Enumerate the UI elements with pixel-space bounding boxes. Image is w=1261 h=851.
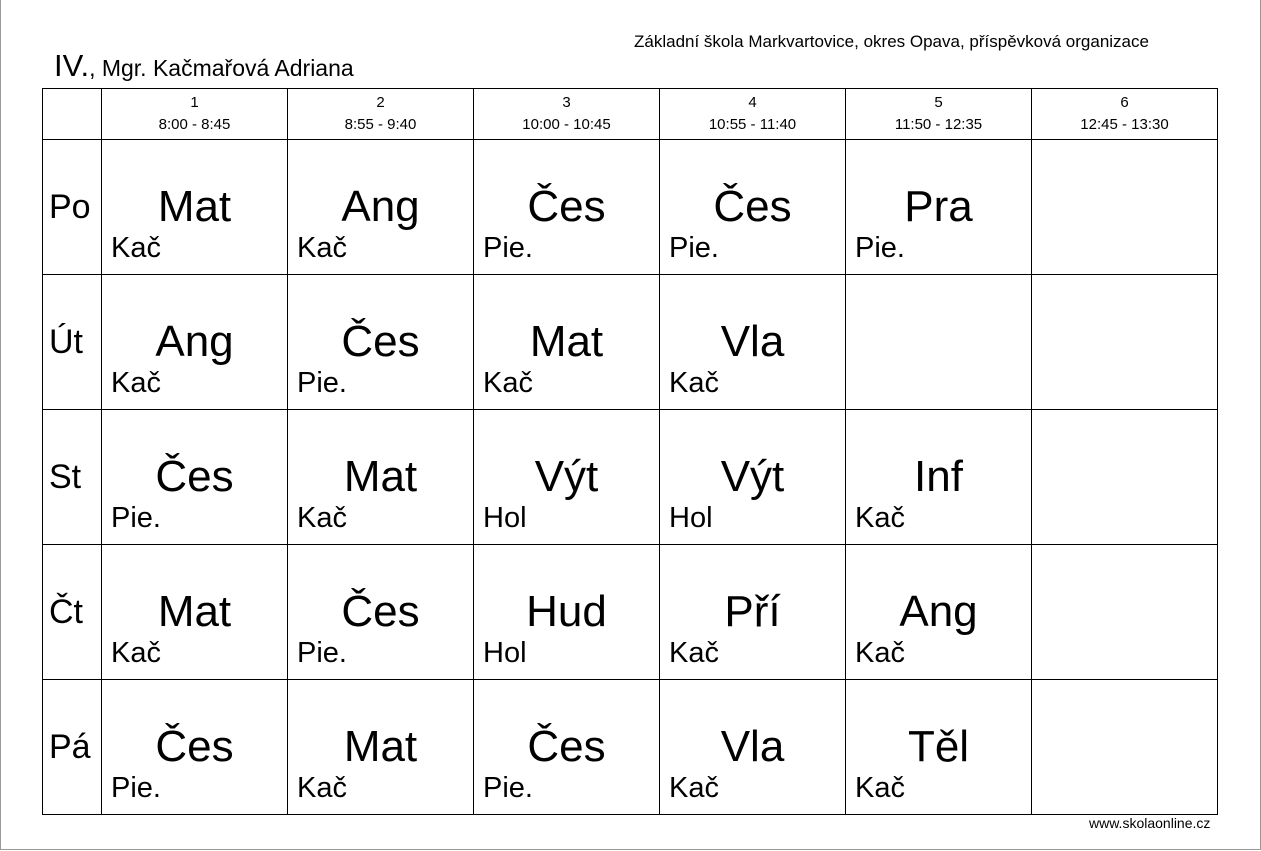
lesson-teacher: Kač: [483, 367, 533, 399]
lesson-subject: Mat: [157, 182, 232, 231]
school-name: Základní škola Markvartovice, okres Opava, příspěvková organizace: [634, 32, 1149, 51]
lesson-cell: [102, 680, 288, 815]
lesson-subject: Mat: [529, 317, 604, 366]
lesson-teacher: Pie.: [111, 502, 161, 534]
lesson-subject: Vla: [720, 317, 785, 366]
lesson-cell: [474, 275, 660, 410]
lesson-cell: [102, 140, 288, 275]
lesson-cell: [474, 140, 660, 275]
period-time: 8:55 - 9:40: [344, 116, 417, 133]
day-row: [43, 680, 1218, 815]
lesson-cell: [102, 410, 288, 545]
lesson-cell: [288, 140, 474, 275]
lesson-teacher: Hol: [483, 502, 527, 534]
period-number: 4: [748, 94, 757, 111]
lesson-teacher: Kač: [669, 637, 719, 669]
lesson-teacher: Kač: [111, 232, 161, 264]
lesson-subject: Čes: [527, 182, 606, 231]
day-label: Pá: [43, 680, 102, 815]
lesson-teacher: Pie.: [297, 637, 347, 669]
period-time: 10:00 - 10:45: [522, 116, 611, 133]
period-number: 1: [190, 94, 199, 111]
corner-cell: [43, 89, 102, 140]
lesson-cell: [846, 140, 1032, 275]
lesson-teacher: Pie.: [483, 232, 533, 264]
lesson-cell: [660, 275, 846, 410]
lesson-subject: Vla: [720, 722, 785, 771]
day-row: [43, 545, 1218, 680]
lesson-cell: [102, 545, 288, 680]
lesson-cell: [660, 410, 846, 545]
day-label: St: [43, 410, 102, 545]
lesson-subject: Mat: [157, 587, 232, 636]
lesson-teacher: Pie.: [669, 232, 719, 264]
lesson-cell: [846, 275, 1032, 410]
lesson-subject: Pří: [724, 587, 781, 636]
lesson-cell: [846, 680, 1032, 815]
period-header: [288, 89, 474, 140]
lesson-cell: [1032, 275, 1218, 410]
lesson-subject: Čes: [713, 182, 792, 231]
lesson-cell: [846, 545, 1032, 680]
timetable-grid: [42, 88, 1218, 815]
lesson-teacher: Kač: [855, 502, 905, 534]
lesson-cell: [1032, 545, 1218, 680]
lesson-teacher: Kač: [111, 367, 161, 399]
period-header: [846, 89, 1032, 140]
lesson-teacher: Pie.: [297, 367, 347, 399]
lesson-teacher: Pie.: [111, 772, 161, 804]
lesson-teacher: Hol: [669, 502, 713, 534]
lesson-subject: Čes: [155, 452, 234, 501]
lesson-teacher: Kač: [297, 772, 347, 804]
lesson-cell: [1032, 140, 1218, 275]
lesson-cell: [660, 680, 846, 815]
lesson-teacher: Pie.: [855, 232, 905, 264]
lesson-teacher: Kač: [669, 772, 719, 804]
lesson-teacher: Pie.: [483, 772, 533, 804]
lesson-teacher: Kač: [297, 502, 347, 534]
lesson-teacher: Hol: [483, 637, 527, 669]
lesson-cell: [288, 680, 474, 815]
lesson-cell: [660, 545, 846, 680]
lesson-subject: Inf: [914, 452, 963, 501]
lesson-teacher: Kač: [297, 232, 347, 264]
lesson-cell: [846, 410, 1032, 545]
lesson-cell: [288, 275, 474, 410]
lesson-cell: [474, 545, 660, 680]
timetable-heading: [54, 48, 354, 84]
lesson-subject: Pra: [904, 182, 973, 231]
lesson-subject: Čes: [527, 722, 606, 771]
lesson-cell: [288, 545, 474, 680]
period-time: 11:50 - 12:35: [894, 116, 983, 133]
lesson-cell: [660, 140, 846, 275]
period-number: 2: [376, 94, 385, 111]
lesson-teacher: Kač: [111, 637, 161, 669]
day-row: [43, 410, 1218, 545]
lesson-cell: [474, 680, 660, 815]
period-time: 12:45 - 13:30: [1080, 116, 1169, 133]
lesson-subject: Mat: [343, 722, 418, 771]
period-number: 3: [562, 94, 571, 111]
lesson-cell: [1032, 680, 1218, 815]
period-time: 10:55 - 11:40: [708, 116, 797, 133]
period-header: [474, 89, 660, 140]
period-header-row: [43, 89, 1218, 140]
lesson-subject: Výt: [720, 452, 785, 501]
lesson-subject: Výt: [534, 452, 599, 501]
lesson-subject: Čes: [155, 722, 234, 771]
period-number: 6: [1120, 94, 1129, 111]
lesson-cell: [474, 410, 660, 545]
class-label: IV.: [54, 48, 90, 83]
period-header: [102, 89, 288, 140]
day-label: Út: [43, 275, 102, 410]
day-row: [43, 140, 1218, 275]
lesson-subject: Hud: [526, 587, 607, 636]
period-header: [1032, 89, 1218, 140]
lesson-subject: Čes: [341, 587, 420, 636]
period-header: [660, 89, 846, 140]
lesson-teacher: Kač: [669, 367, 719, 399]
class-teacher: , Mgr. Kačmařová Adriana: [89, 55, 354, 81]
lesson-subject: Ang: [899, 587, 978, 636]
lesson-cell: [102, 275, 288, 410]
lesson-cell: [288, 410, 474, 545]
period-time: 8:00 - 8:45: [158, 116, 231, 133]
day-label: Čt: [43, 545, 102, 680]
day-label: Po: [43, 140, 102, 275]
footer-website: www.skolaonline.cz: [1089, 815, 1211, 831]
lesson-subject: Čes: [341, 317, 420, 366]
lesson-subject: Mat: [343, 452, 418, 501]
day-row: [43, 275, 1218, 410]
lesson-subject: Ang: [155, 317, 234, 366]
lesson-teacher: Kač: [855, 637, 905, 669]
lesson-teacher: Kač: [855, 772, 905, 804]
lesson-cell: [1032, 410, 1218, 545]
lesson-subject: Ang: [341, 182, 420, 231]
period-number: 5: [934, 94, 943, 111]
lesson-subject: Těl: [907, 722, 970, 771]
